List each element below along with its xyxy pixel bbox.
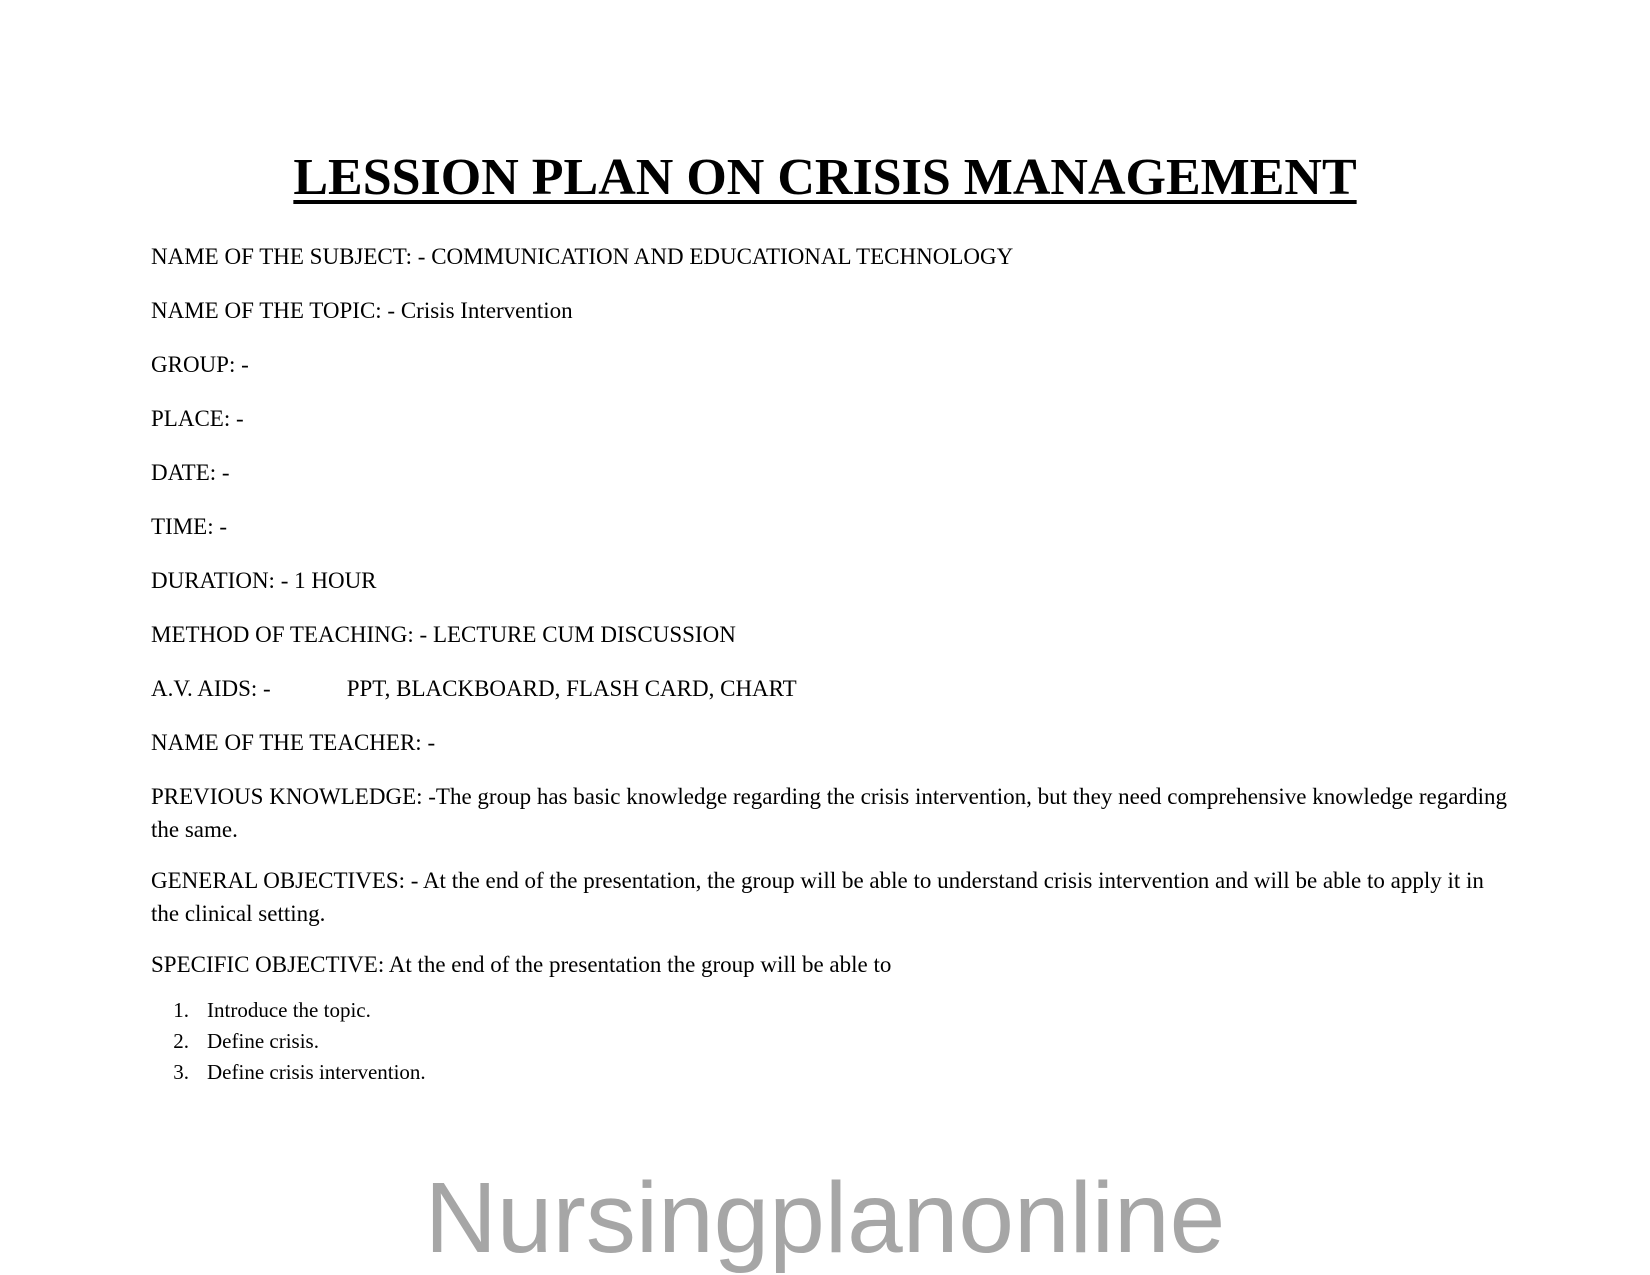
av-aids-value: PPT, BLACKBOARD, FLASH CARD, CHART xyxy=(346,676,797,701)
teacher-field: NAME OF THE TEACHER: - xyxy=(151,730,436,755)
list-item-text: Define crisis intervention. xyxy=(207,1060,426,1084)
list-item-text: Introduce the topic. xyxy=(207,998,371,1022)
group-field: GROUP: - xyxy=(151,352,249,377)
list-item xyxy=(151,1026,1511,1057)
av-aids-label: A.V. AIDS: - xyxy=(151,676,271,701)
watermark-text: Nursingplanonline xyxy=(424,1162,1226,1274)
objectives-list xyxy=(151,995,1511,1088)
subject-field: NAME OF THE SUBJECT: - COMMUNICATION AND EDUCATIONAL TECHNOLOGY xyxy=(151,244,1014,269)
specific-objective-field: SPECIFIC OBJECTIVE: At the end of the presentation the group will be able to xyxy=(151,952,892,977)
general-objectives-field: GENERAL OBJECTIVES: - At the end of the presentation, the group will be able to understand crisis intervention and will be able to apply it in the clinical setting. xyxy=(151,868,1484,926)
time-field: TIME: - xyxy=(151,514,228,539)
method-field: METHOD OF TEACHING: - LECTURE CUM DISCUSSION xyxy=(151,622,736,647)
date-field: DATE: - xyxy=(151,460,230,485)
place-field: PLACE: - xyxy=(151,406,244,431)
list-item xyxy=(151,995,1511,1026)
document-title xyxy=(0,148,1650,208)
list-item xyxy=(151,1057,1511,1088)
document-title-text: LESSION PLAN ON CRISIS MANAGEMENT xyxy=(293,149,1357,206)
list-item-text: Define crisis. xyxy=(207,1029,319,1053)
previous-knowledge-field: PREVIOUS KNOWLEDGE: -The group has basic knowledge regarding the crisis intervention, but they need comprehensive knowledge regarding the same. xyxy=(151,784,1508,842)
document-body xyxy=(151,240,1511,1088)
list-item-number: 1. xyxy=(173,998,189,1022)
topic-field: NAME OF THE TOPIC: - Crisis Intervention xyxy=(151,298,573,323)
av-aids-field xyxy=(151,672,1511,705)
list-item-number: 2. xyxy=(173,1029,189,1053)
list-item-number: 3. xyxy=(173,1060,189,1084)
duration-field: DURATION: - 1 HOUR xyxy=(151,568,377,593)
